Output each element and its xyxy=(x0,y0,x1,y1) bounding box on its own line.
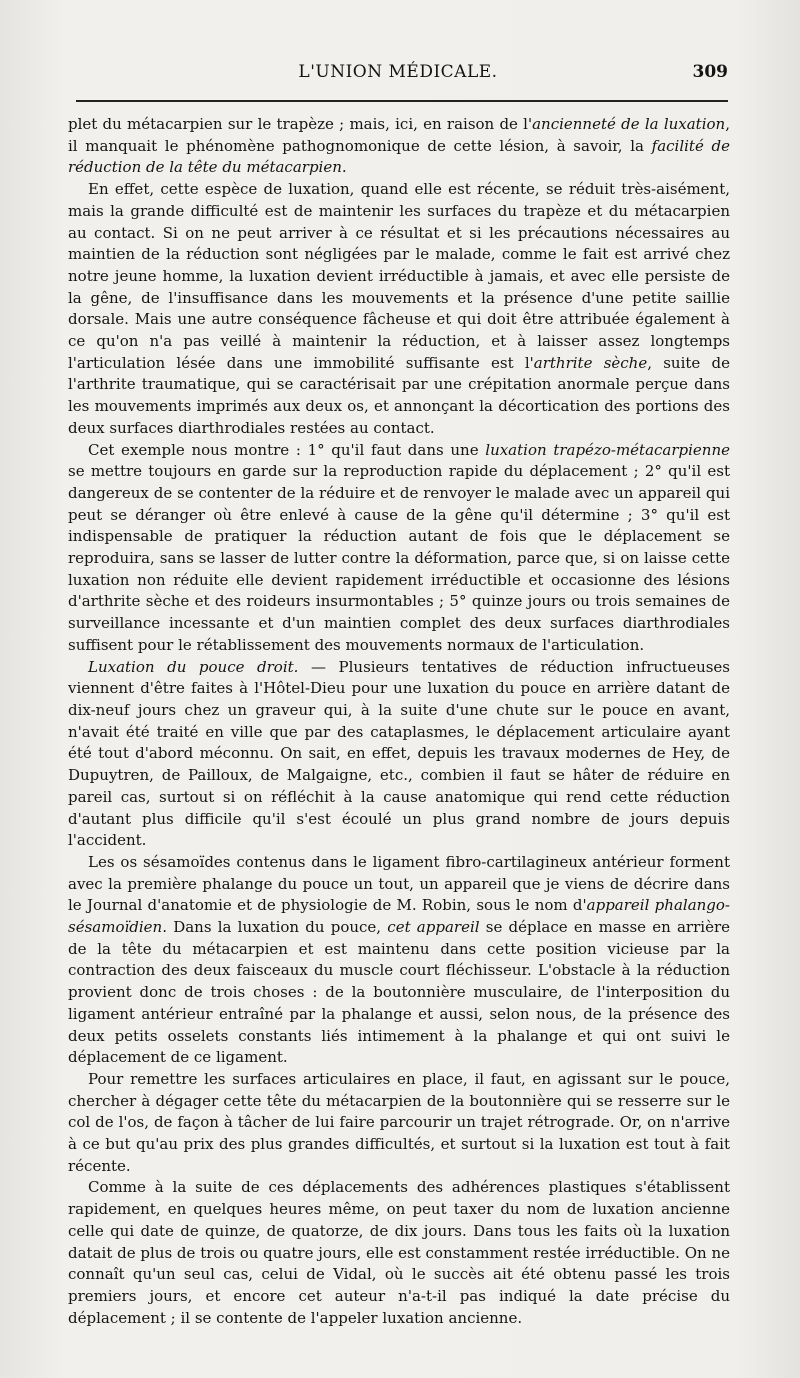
paragraph xyxy=(68,1177,730,1329)
text-run: — Plusieurs tentatives de réduction infructueuses viennent d'être faites à l'Hôtel-Dieu pour une luxation du pouce en arrière datant de dix-neuf jours chez un graveur qui, à la suite d'une chute sur le pouce en avant, n'avait été traité en ville que par des cataplasmes, le déplacement articulaire ayant été tout d'abord méconnu. On sait, en effet, depuis les travaux modernes de Hey, de Dupuytren, de Pailloux, de Malgaigne, etc., combien il faut se hâter de réduire en pareil cas, surtout si on réfléchit à la cause anatomique qui rend cette réduction d'autant plus difficile qu'il s'est écoulé un plus grand nombre de jours depuis l'accident. xyxy=(68,657,731,850)
text-run: se mettre toujours en garde sur la reproduction rapide du déplacement ; 2° qu'il est dangereux de se contenter de la réduire et de renvoyer le malade avec un appareil qui peut se déranger où être enlevé à cause de la gêne qu'il détermine ; 3° qu'il est indispensable de pratiquer la réduction autant de fois que le déplacement se reproduira, sans se lasser de lutter contre la déformation, parce que, si on laisse cette luxation non réduite elle devient rapidement irréductible et occasionne des lésions d'arthrite sèche et des roideurs insurmontables ; 5° quinze jours ou trois semaines de surveillance incessante et d'un maintien complet des deux surfaces diarthrodiales suffisent pour le rétablissement des mouvements normaux de l'articulation. xyxy=(68,462,730,654)
text-run: , suite de l'arthrite traumatique, qui se caractérisait par une crépitation anormale perçue dans les mouvements imprimés aux deux os, et annonçant la décortication des portions des deux surfaces diarthrodiales restées au contact. xyxy=(68,353,730,437)
text-run: Les os sésamoïdes contenus dans le ligament fibro-cartilagineux antérieur forment avec la première phalange du pouce un tout, un appareil que je viens de décrire dans le Journal d'anatomie et de physiologie de M. Robin, sous le nom d' xyxy=(68,852,730,915)
paragraph xyxy=(68,179,730,439)
header-rule xyxy=(76,100,728,102)
text-run: , il manquait le phénomène pathognomonique de cette lésion, à savoir, la xyxy=(68,115,730,155)
text-run: . Dans la luxation du pouce, xyxy=(162,918,388,937)
italic-text-run: cet appareil xyxy=(387,918,480,937)
italic-text-run: arthrite sèche xyxy=(533,353,648,372)
paragraph xyxy=(68,440,730,657)
page-number: 309 xyxy=(692,62,728,82)
italic-text-run: ancienneté de la luxation xyxy=(532,115,726,133)
paragraph xyxy=(68,657,730,852)
running-title: L'UNION MÉDICALE. xyxy=(298,62,498,82)
page-header xyxy=(68,62,728,92)
text-run: Comme à la suite de ces déplacements des adhérences plastiques s'établissent rapidement, en quelques heures même, on peut taxer du nom de luxation ancienne celle qui date de quinze, de quatorze, de dix jours. Dans tous les faits où la luxation datait de plus de trois ou quatre jours, elle est constamment restée irréductible. On ne connaît qu'un seul cas, celui de Vidal, où le succès ait été obtenu passé les trois premiers jours, et encore cet auteur n'a-t-il pas indiqué la date précise du déplacement ; il se contente de l'appeler luxation ancienne. xyxy=(68,1178,730,1327)
text-run: . xyxy=(341,158,347,177)
text-run: Pour remettre les surfaces articulaires en place, il faut, en agissant sur le pouce, chercher à dégager cette tête du métacarpien de la boutonnière qui se resserre sur le col de l'os, de façon à tâcher de lui faire parcourir un trajet rétrograde. Or, on n'arrive à ce but qu'au prix des plus grandes difficultés, et surtout si la luxation est tout à fait récente. xyxy=(68,1069,730,1175)
italic-text-run: facilité de réduction de la tête du métacarpien xyxy=(68,136,730,177)
paragraph xyxy=(68,1069,730,1178)
italic-text-run: appareil phalango-sésamoïdien xyxy=(68,896,730,937)
italic-text-run: luxation trapézo-métacarpienne xyxy=(485,440,731,459)
paragraph xyxy=(68,852,730,1069)
text-run: se déplace en masse en arrière de la tête du métacarpien et est maintenu dans cette position vicieuse par la contraction des deux faisceaux du muscle court fléchisseur. L'obstacle à la réduction provient donc de trois choses : de la boutonnière musculaire, de l'interposition du ligament antérieur entraîné par la phalange et aussi, selon nous, de la présence des deux petits osselets constants liés intimement à la phalange et qui ont suivi le déplacement de ce ligament. xyxy=(68,918,730,1067)
body-text xyxy=(68,114,730,1354)
text-run: Cet exemple nous montre : 1° qu'il faut dans une xyxy=(88,440,486,459)
text-run: plet du métacarpien sur le trapèze ; mais, ici, en raison de l' xyxy=(68,115,533,133)
italic-text-run: Luxation du pouce droit. xyxy=(88,657,299,676)
paragraph xyxy=(68,114,730,179)
text-run: En effet, cette espèce de luxation, quand elle est récente, se réduit très-aisément, mais la grande difficulté est de maintenir les surfaces du trapèze et du métacarpien au contact. Si on ne peut arriver à ce résultat et si les précautions nécessaires au maintien de la réduction sont négligées par le malade, comme le fait est arrivé chez notre jeune homme, la luxation devient irréductible à jamais, et avec elle persiste de la gêne, de l'insuffisance dans les mouvements et la présence d'une petite saillie dorsale. Mais une autre conséquence fâcheuse et qui doit être attribuée également à ce qu'on n'a pas veillé à maintenir la réduction, et à laisser assez longtemps l'articulation lésée dans une immobilité suffisante est l' xyxy=(68,180,730,372)
